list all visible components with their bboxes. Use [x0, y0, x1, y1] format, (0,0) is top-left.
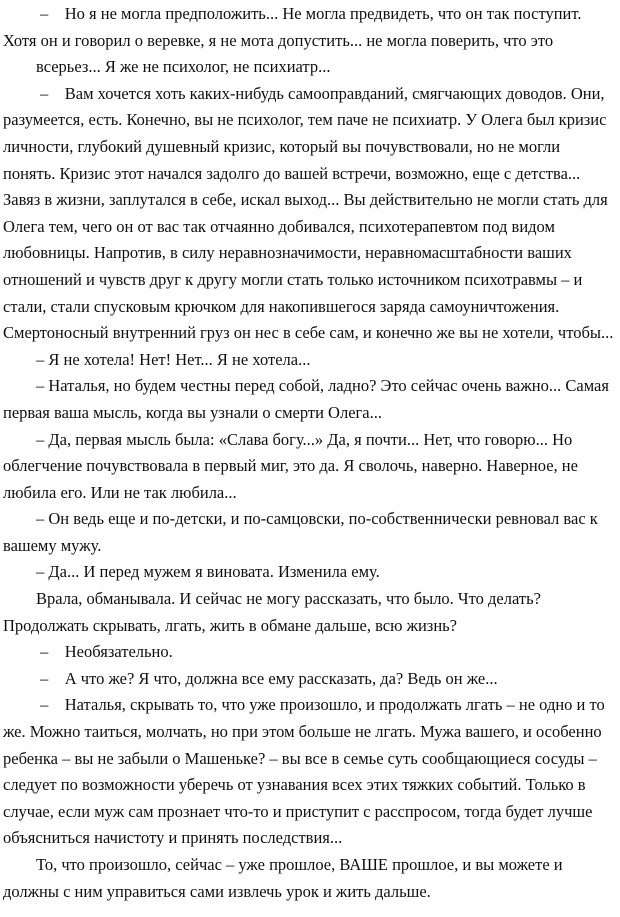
paragraph: – Наталья, но будем честны перед собой, ладно? Это сейчас очень важно... Самая первая ваша мысль, когда вы узнали о смерти Олега... [3, 376, 609, 422]
paragraph: – Да, первая мысль была: «Слава богу...» Да, я почти... Нет, что говорю... Но облегчение почувствовала в первый миг, это да. Я сволочь, наверно. Наверное, не любила его. Или не так любила... [3, 429, 578, 502]
paragraph: всерьез... Я же не психолог, не психиатр... [36, 57, 331, 77]
paragraph: – Необязательно. [40, 642, 173, 662]
paragraph: – Он ведь еще и по-детски, и по-самцовски, по-собственнически ревновал вас к вашему мужу. [3, 509, 598, 555]
paragraph: – Я не хотела! Нет! Нет... Я не хотела... [36, 349, 311, 369]
paragraph: – Но я не могла предположить... Не могла предвидеть, что он так поступит. Хотя он и говорил о веревке, я не мота допустить... не могла поверить, что это [3, 4, 582, 50]
document-text [3, 1, 614, 905]
paragraph: – Вам хочется хоть каких-нибудь самооправданий, смягчающих доводов. Они, разумеется, есть. Конечно, вы не психолог, тем паче не психиатр. У Олега был кризис личности, глубокий душевный кризис, который вы почувствовали, но не могли понять. Кризис этот начался задолго до вашей встречи, возможно, еще с детства... Завяз в жизни, заплутался в себе, искал выход... Вы действительно не могли стать для Олега тем, чего он от вас так отчаянно добивался, психотерапевтом под видом любовницы. Напротив, в силу неравнозначимости, неравномасштабности ваших отношений и чувств друг к другу могли стать только источником психотравмы – и стали, стали спусковым крючком для накопившегося заряда самоуничтожения. Смертоносный внутренний груз он нес в себе сам, и конечно же вы не хотели, чтобы... [3, 83, 614, 343]
paragraph: – Да... И перед мужем я виновата. Изменила ему. [36, 562, 380, 582]
paragraph: Врала, обманывала. И сейчас не могу рассказать, что было. Что делать? Продолжать скрывать, лгать, жить в обмане дальше, всю жизнь? [3, 589, 541, 635]
paragraph: То, что произошло, сейчас – уже прошлое, ВАШЕ прошлое, и вы можете и должны с ним управиться сами извлечь урок и жить дальше. [3, 855, 563, 901]
paragraph: – Наталья, скрывать то, что уже произошло, и продолжать лгать – не одно и то же. Можно таиться, молчать, но при этом больше не лгать. Мужа вашего, и особенно ребенка – вы не забыли о Машеньке? – вы все в семье суть сообщающиеся сосуды – следует по возможности уберечь от узнавания всех этих тяжких событий. Только в случае, если муж сам прознает что-то и приступит с расспросом, тогда будет лучше объясниться начистоту и принять последствия... [3, 695, 605, 848]
paragraph: – А что же? Я что, должна все ему рассказать, да? Ведь он же... [40, 668, 498, 688]
